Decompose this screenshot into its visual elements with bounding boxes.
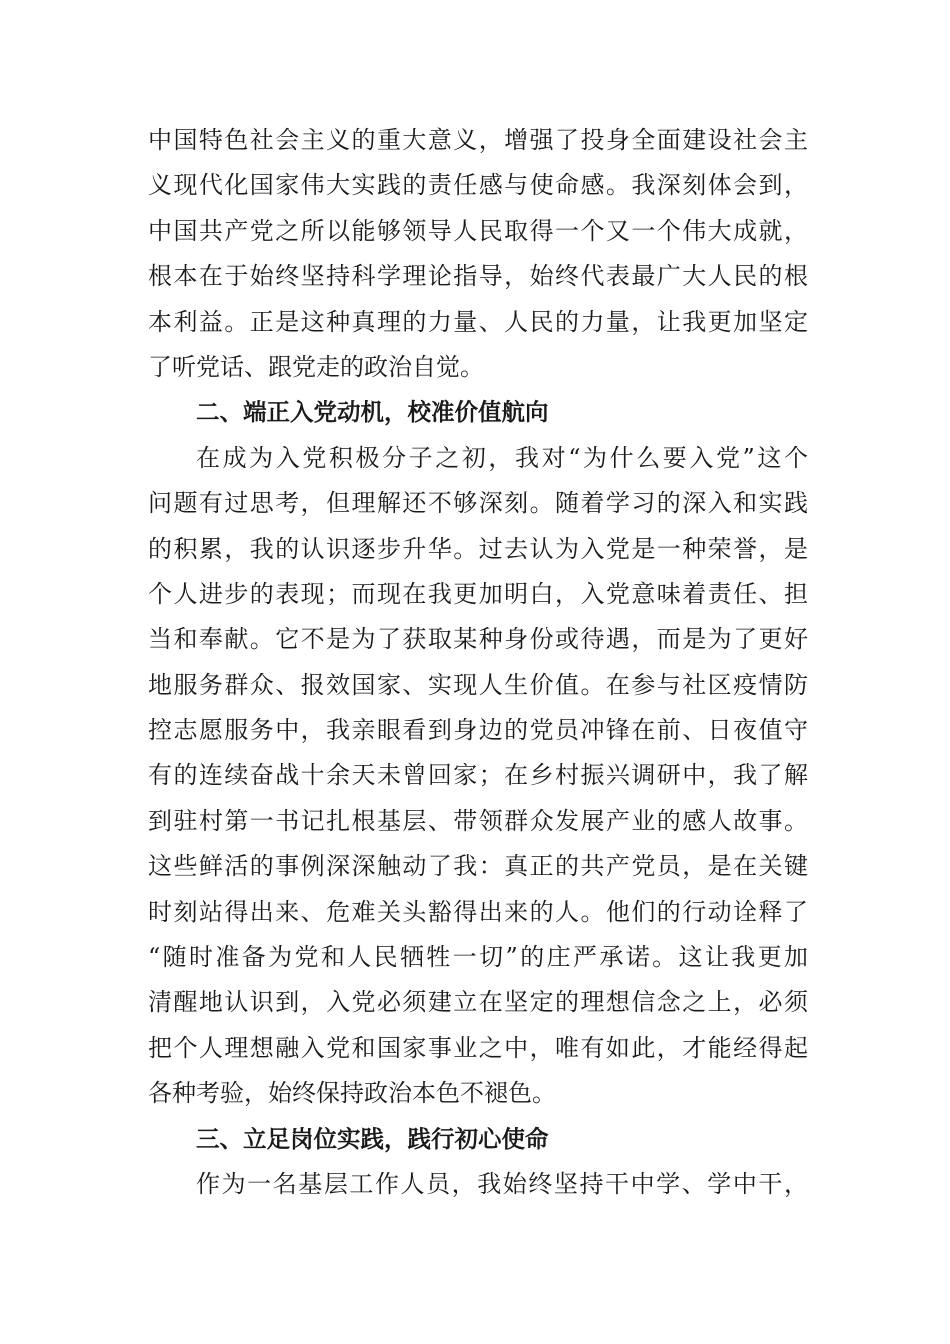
section-heading-3: 三、立足岗位实践，践行初心使命 bbox=[196, 1124, 549, 1153]
document-body bbox=[148, 118, 808, 1207]
text-line: 到驻村第一书记扎根基层、带领群众发展产业的感人故事。 bbox=[148, 806, 808, 835]
text-line: 清醒地认识到，入党必须建立在坚定的理想信念之上，必须 bbox=[148, 988, 808, 1017]
text-line: 控志愿服务中，我亲眼看到身边的党员冲锋在前、日夜值守 bbox=[148, 716, 808, 745]
text-line: 地服务群众、报效国家、实现人生价值。在参与社区疫情防 bbox=[148, 670, 808, 699]
text-line: 了听党话、跟党走的政治自觉。 bbox=[148, 352, 484, 381]
paragraph-1 bbox=[148, 118, 808, 390]
text-line: 在成为入党积极分子之初，我对“为什么要入党”这个 bbox=[196, 443, 808, 472]
text-line: 时刻站得出来、危难关头豁得出来的人。他们的行动诠释了 bbox=[148, 897, 808, 926]
text-line: 有的连续奋战十余天未曾回家；在乡村振兴调研中，我了解 bbox=[148, 761, 808, 790]
text-line: 作为一名基层工作人员，我始终坚持干中学、学中干， bbox=[196, 1169, 808, 1198]
text-line: 的积累，我的认识逐步升华。过去认为入党是一种荣誉，是 bbox=[148, 534, 808, 563]
text-line: 个人进步的表现；而现在我更加明白，入党意味着责任、担 bbox=[148, 579, 808, 608]
text-line: 中国共产党之所以能够领导人民取得一个又一个伟大成就， bbox=[148, 216, 808, 245]
text-line: 各种考验，始终保持政治本色不褪色。 bbox=[148, 1079, 556, 1108]
text-line: 问题有过思考，但理解还不够深刻。随着学习的深入和实践 bbox=[148, 489, 808, 518]
text-line: 根本在于始终坚持科学理论指导，始终代表最广大人民的根 bbox=[148, 262, 808, 291]
text-line: 这些鲜活的事例深深触动了我：真正的共产党员，是在关键 bbox=[148, 852, 808, 881]
text-line: 本利益。正是这种真理的力量、人民的力量，让我更加坚定 bbox=[148, 307, 808, 336]
paragraph-3 bbox=[148, 1162, 808, 1207]
text-line: “随时准备为党和人民牺牲一切”的庄严承诺。这让我更加 bbox=[148, 943, 808, 972]
text-line: 中国特色社会主义的重大意义，增强了投身全面建设社会主 bbox=[148, 126, 808, 154]
text-line: 把个人理想融入党和国家事业之中，唯有如此，才能经得起 bbox=[148, 1033, 808, 1062]
text-line: 当和奉献。它不是为了获取某种身份或待遇，而是为了更好 bbox=[148, 625, 808, 654]
paragraph-2 bbox=[148, 436, 808, 1117]
text-line: 义现代化国家伟大实践的责任感与使命感。我深刻体会到， bbox=[148, 171, 808, 200]
section-heading-2: 二、端正入党动机，校准价值航向 bbox=[196, 398, 549, 427]
